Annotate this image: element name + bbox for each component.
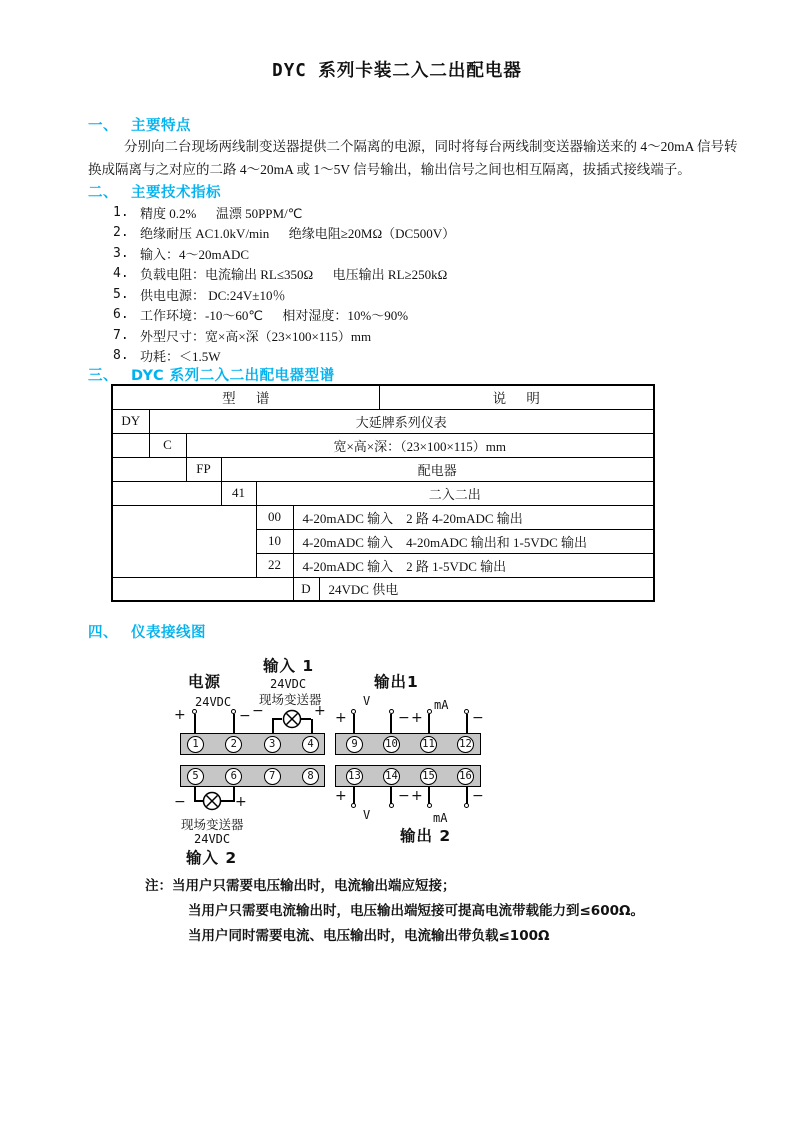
wire-endpoint xyxy=(351,803,356,808)
spec-item xyxy=(113,304,408,324)
wire xyxy=(272,719,274,733)
section-heading-features xyxy=(88,114,191,135)
section-number: 四、 xyxy=(88,625,118,641)
table-row xyxy=(112,505,654,529)
plus-sign: + xyxy=(335,710,347,726)
terminal-1: 1 xyxy=(187,736,204,753)
table-header-row xyxy=(112,385,654,409)
spec-text: 输入：4～20mADC xyxy=(140,246,250,262)
wire xyxy=(428,787,430,804)
spec-text: 工作环境：-10～60℃ 相对湿度：10%～90% xyxy=(140,307,409,323)
model-code-cell: C xyxy=(149,433,186,457)
terminal-15: 15 xyxy=(420,768,437,785)
table-row xyxy=(112,457,654,481)
table-row xyxy=(112,481,654,505)
terminal-3: 3 xyxy=(264,736,281,753)
spec-item xyxy=(113,243,249,263)
wire xyxy=(353,714,355,733)
terminal-strip-output2 xyxy=(335,765,481,787)
model-desc-cell: 大延牌系列仪表 xyxy=(149,409,654,433)
terminal-14: 14 xyxy=(383,768,400,785)
wire-endpoint xyxy=(427,803,432,808)
terminal-12: 12 xyxy=(457,736,474,753)
terminal-9: 9 xyxy=(346,736,363,753)
model-desc-cell: 4-20mADC 输入 2 路 1-5VDC 输出 xyxy=(293,553,654,577)
transmitter-icon xyxy=(282,709,302,729)
model-desc-cell: 宽×高×深：（23×100×115）mm xyxy=(186,433,654,457)
spec-text: 负载电阻：电流输出 RL≤350Ω 电压输出 RL≥250kΩ xyxy=(140,266,448,282)
spec-text: 绝缘耐压 AC1.0kV/min 绝缘电阻≥20MΩ（DC500V） xyxy=(140,225,456,241)
terminal-8: 8 xyxy=(302,768,319,785)
model-code-cell: 10 xyxy=(256,529,293,553)
spec-number: 2. xyxy=(113,224,129,240)
minus-sign: − xyxy=(398,710,410,726)
wire-endpoint xyxy=(464,803,469,808)
wire xyxy=(466,714,468,733)
features-paragraph: 分别向二台现场两线制变送器提供二个隔离的电源，同时将每台两线制变送器输送来的 4～20mA 信号转换成隔离与之对应的二路 4～20mA 或 1～5V 信号输出，输出信号之间也相互隔离，拔插式接线端子。 xyxy=(88,139,738,177)
model-desc-cell: 配电器 xyxy=(221,457,654,481)
spec-number: 3. xyxy=(113,245,129,261)
header-desc-cell: 说 明 xyxy=(379,385,654,409)
terminal-2: 2 xyxy=(225,736,242,753)
plus-sign: + xyxy=(411,710,423,726)
plus-sign: + xyxy=(174,707,186,723)
terminal-13: 13 xyxy=(346,768,363,785)
model-code-cell: FP xyxy=(186,457,221,481)
wire xyxy=(466,787,468,804)
note-line-3: 当用户同时需要电流、电压输出时，电流输出带负载≤100Ω xyxy=(188,928,550,944)
transmitter-icon xyxy=(202,791,222,811)
empty-cell xyxy=(112,433,149,457)
model-code-cell: 00 xyxy=(256,505,293,529)
wire xyxy=(428,714,430,733)
minus-sign: − xyxy=(472,788,484,804)
model-spectrum-table xyxy=(111,384,655,602)
terminal-4: 4 xyxy=(302,736,319,753)
power-label: 电源 xyxy=(188,673,222,691)
volt-label: V xyxy=(363,694,371,708)
note-line-2: 当用户只需要电流输出时，电压输出端短接可提高电流带载能力到≤600Ω。 xyxy=(188,903,644,919)
section-title: 仪表接线图 xyxy=(131,625,206,641)
plus-sign: + xyxy=(314,703,326,719)
section-number: 一、 xyxy=(88,118,118,134)
section-number: 三、 xyxy=(88,368,118,384)
spec-item xyxy=(113,222,455,242)
empty-cell xyxy=(112,457,186,481)
model-desc-cell: 4-20mADC 输入 4-20mADC 输出和 1-5VDC 输出 xyxy=(293,529,654,553)
output2-label: 输出 2 xyxy=(400,827,452,845)
section-heading-specs xyxy=(88,181,221,202)
spec-number: 1. xyxy=(113,204,129,220)
minus-sign: − xyxy=(472,710,484,726)
power-voltage-label: 24VDC xyxy=(195,695,232,709)
section-title: DYC 系列二入二出配电器型谱 xyxy=(131,368,335,384)
plus-sign: + xyxy=(235,794,247,810)
output1-label: 输出1 xyxy=(374,673,419,691)
model-code-cell: D xyxy=(293,577,319,601)
terminal-strip-input2 xyxy=(180,765,325,787)
note-prefix: 注： xyxy=(145,878,172,894)
terminal-strip-output1 xyxy=(335,733,481,755)
wire xyxy=(194,714,196,733)
terminal-11: 11 xyxy=(420,736,437,753)
wiring-diagram xyxy=(0,648,794,883)
section-title: 主要技术指标 xyxy=(131,185,221,201)
spec-item xyxy=(113,325,371,345)
terminal-strip-power-input1 xyxy=(180,733,325,755)
table-row xyxy=(112,433,654,457)
input1-transmitter-label: 现场变送器 xyxy=(259,692,322,707)
empty-cell xyxy=(112,505,256,577)
table-row xyxy=(112,409,654,433)
volt-label: V xyxy=(363,808,371,822)
milliamp-label: mA xyxy=(434,698,449,712)
plus-sign: + xyxy=(411,788,423,804)
section-heading-models xyxy=(88,364,335,385)
wire xyxy=(390,714,392,733)
terminal-10: 10 xyxy=(383,736,400,753)
note-line-1 xyxy=(145,874,456,894)
wire xyxy=(301,718,311,720)
terminal-7: 7 xyxy=(264,768,281,785)
header-model-cell: 型 谱 xyxy=(112,385,379,409)
note-text: 当用户只需要电压输出时，电流输出端应短接； xyxy=(172,878,456,894)
terminal-6: 6 xyxy=(225,768,242,785)
wire-endpoint xyxy=(389,803,394,808)
minus-sign: − xyxy=(174,794,186,810)
wire xyxy=(220,800,234,802)
minus-sign: − xyxy=(252,703,264,719)
spec-item xyxy=(113,263,447,283)
model-desc-cell: 4-20mADC 输入 2 路 4-20mADC 输出 xyxy=(293,505,654,529)
spec-text: 供电电源： DC:24V±10％ xyxy=(140,287,286,303)
plus-sign: + xyxy=(335,788,347,804)
terminal-16: 16 xyxy=(457,768,474,785)
terminal-5: 5 xyxy=(187,768,204,785)
input2-voltage-label: 24VDC xyxy=(194,832,231,846)
model-code-cell: 41 xyxy=(221,481,256,505)
section-number: 二、 xyxy=(88,185,118,201)
input1-label: 输入 1 xyxy=(263,657,315,675)
spec-number: 6. xyxy=(113,306,129,322)
minus-sign: − xyxy=(398,788,410,804)
empty-cell xyxy=(112,481,221,505)
input2-label: 输入 2 xyxy=(186,849,238,867)
model-code-cell: 22 xyxy=(256,553,293,577)
empty-cell xyxy=(112,577,293,601)
section-title: 主要特点 xyxy=(131,118,191,134)
spec-text: 功耗：＜1.5W xyxy=(140,348,221,364)
spec-number: 4. xyxy=(113,265,129,281)
spec-item xyxy=(113,284,285,304)
document-title: DYC 系列卡装二入二出配电器 xyxy=(272,61,522,81)
wire xyxy=(311,719,313,733)
spec-item xyxy=(113,202,302,222)
wire xyxy=(390,787,392,804)
spec-number: 5. xyxy=(113,286,129,302)
input2-transmitter-label: 现场变送器 xyxy=(181,817,244,832)
spec-text: 外型尺寸：宽×高×深（23×100×115）mm xyxy=(140,328,372,344)
milliamp-label: mA xyxy=(433,811,448,825)
spec-item xyxy=(113,345,221,365)
spec-number: 8. xyxy=(113,347,129,363)
model-desc-cell: 24VDC 供电 xyxy=(319,577,654,601)
input1-voltage-label: 24VDC xyxy=(270,677,307,691)
section-heading-wiring xyxy=(88,621,206,642)
wire xyxy=(233,714,235,733)
model-code-cell: DY xyxy=(112,409,149,433)
table-row xyxy=(112,577,654,601)
spec-text: 精度 0.2% 温漂 50PPM/℃ xyxy=(140,205,303,221)
wire xyxy=(272,718,282,720)
model-desc-cell: 二入二出 xyxy=(256,481,654,505)
minus-sign: − xyxy=(239,708,251,724)
wire xyxy=(353,787,355,804)
spec-number: 7. xyxy=(113,327,129,343)
